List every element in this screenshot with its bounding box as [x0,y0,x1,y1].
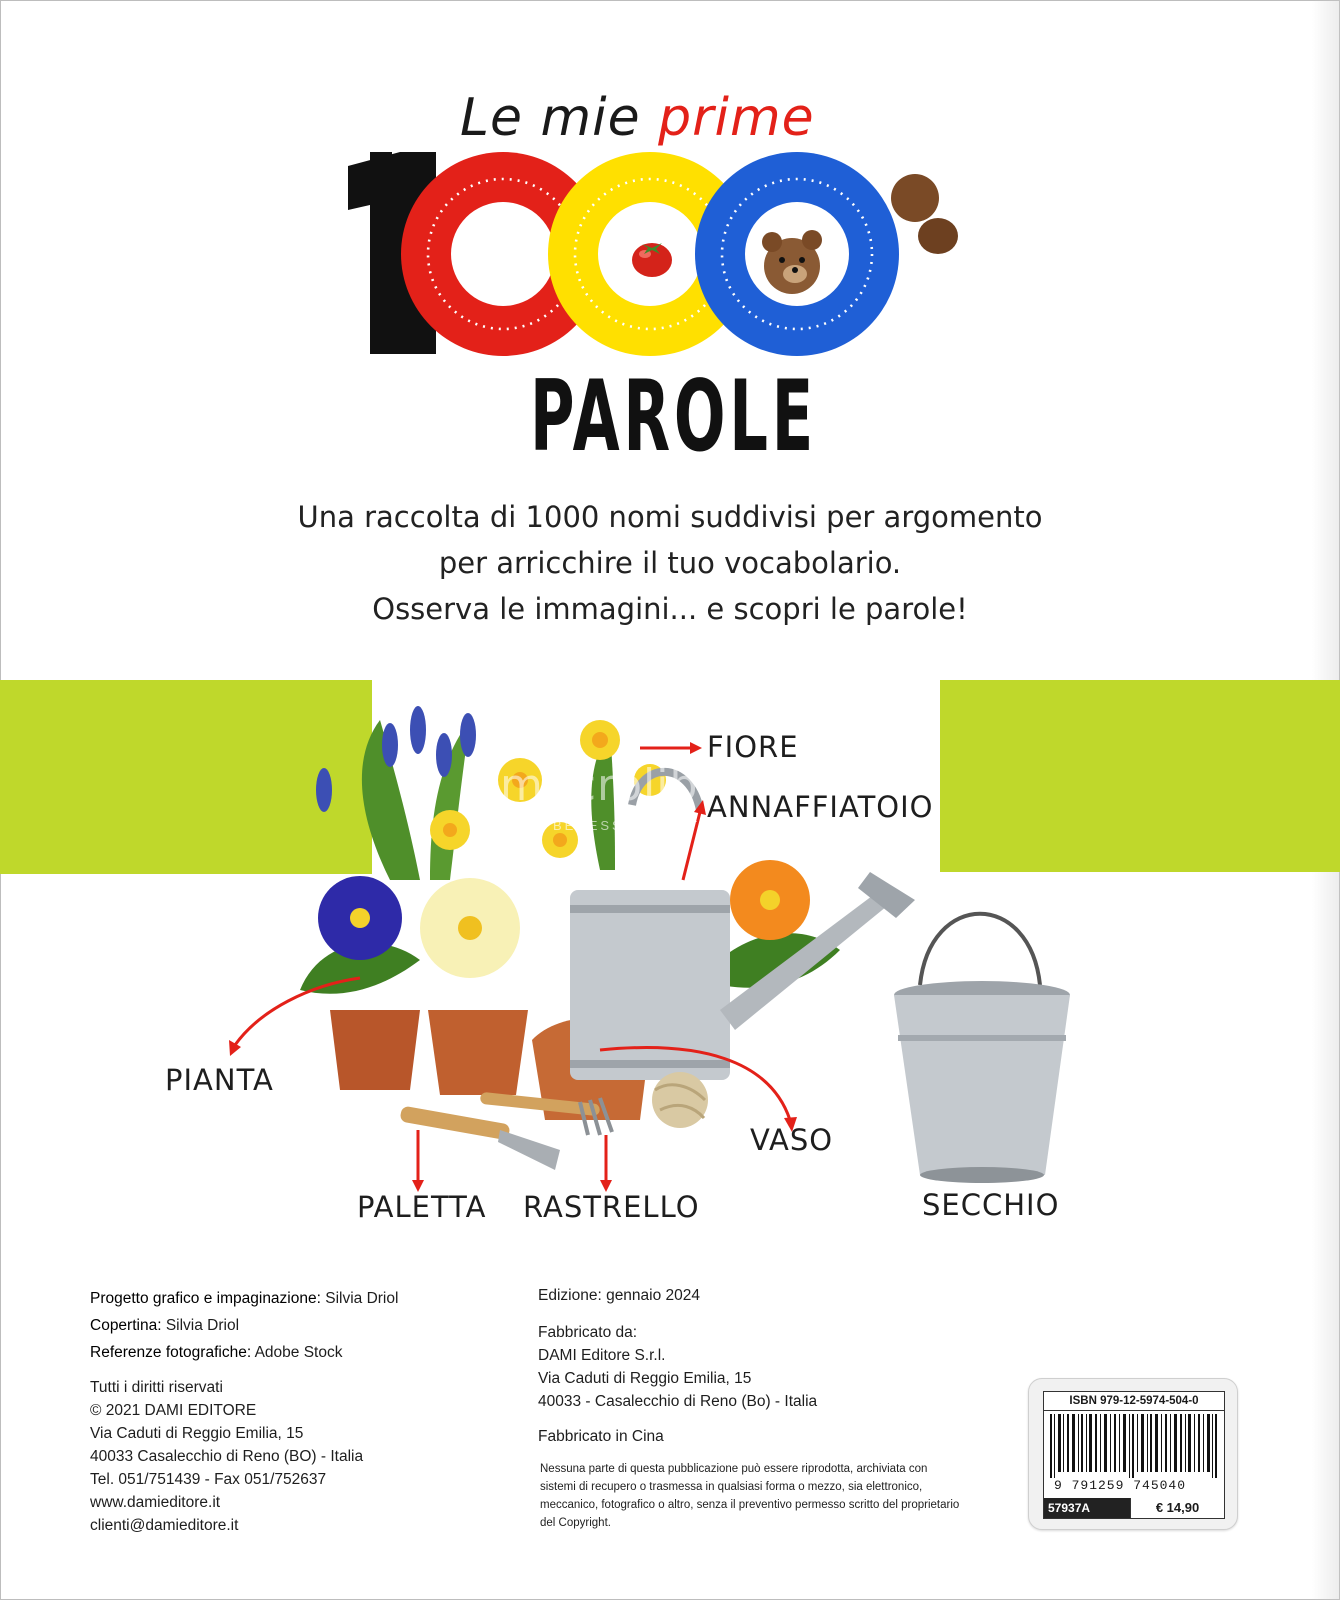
copyright-notice: Nessuna parte di questa pubblicazione può essere riprodotta, archiviata con sistemi di recupero o trasmessa in qualsiasi forma o mezzo, sia elettronico, meccanico, fotografico o altro, senza il preventivo permesso scritto del proprietario del Copyright. [540,1463,960,1529]
intro-line: Osserva le immagini... e scopri le parole! [372,592,968,626]
publisher-phone: Tel. 051/751439 - Fax 051/752637 [90,1471,327,1488]
credits-left [90,1285,398,1537]
isbn-text: ISBN 979-12-5974-504-0 [1044,1392,1224,1411]
publisher-email: clienti@damieditore.it [90,1517,239,1534]
product-code: 57937A [1044,1498,1130,1518]
manufacturer-name: DAMI Editore S.r.l. [538,1347,666,1364]
bucket-icon [894,914,1070,1183]
credit-cover-label: Copertina: [90,1317,162,1334]
edition-text: Edizione: gennaio 2024 [538,1287,701,1304]
title-parole: PAROLE [530,360,817,474]
credit-cover [90,1312,398,1339]
label-fiore: FIORE [707,730,799,764]
copyright-text: © 2021 DAMI EDITORE [90,1402,257,1419]
intro-line: Una raccolta di 1000 nomi suddivisi per argomento [297,500,1043,534]
publisher-website: www.damieditore.it [90,1494,221,1511]
credit-photo-value: Adobe Stock [251,1344,343,1361]
barcode-number: 9 791259 745040 [1054,1478,1187,1493]
twine-ball-icon [652,1072,708,1128]
manufacturer-address: Via Caduti di Reggio Emilia, 15 [538,1370,752,1387]
label-annaffiatoio: ANNAFFIATOIO [707,790,934,824]
label-rastrello: RASTRELLO [523,1190,700,1224]
label-paletta: PALETTA [357,1190,487,1224]
label-secchio: SECCHIO [922,1188,1060,1222]
sticker-label [1043,1391,1225,1519]
title-accent: prime [658,88,815,148]
barcode-icon [1048,1414,1220,1478]
credit-project-label: Progetto grafico e impaginazione: [90,1290,321,1307]
publisher-address: Via Caduti di Reggio Emilia, 15 [90,1425,304,1442]
credit-cover-value: Silvia Driol [161,1317,240,1334]
price-tag: € 14,90 [1130,1498,1224,1518]
watermark-brand: macrolibrarsi [500,760,802,811]
garden-tools [399,1092,612,1170]
label-vaso: VASO [750,1123,834,1157]
manufacturer-city: 40033 - Casalecchio di Reno (Bo) - Italia [538,1393,818,1410]
intro-line: per arricchire il tuo vocabolario. [438,546,902,580]
rights-text: Tutti i diritti riservati [90,1379,223,1396]
credit-photo [90,1339,398,1366]
watermark-tagline: IL BENESSERE NATURALE [530,818,759,833]
made-in-text: Fabbricato in Cina [538,1428,664,1445]
label-pianta: PIANTA [165,1063,274,1097]
credits-right [538,1284,817,1448]
publisher-city: 40033 Casalecchio di Reno (BO) - Italia [90,1448,364,1465]
made-by-label: Fabbricato da: [538,1324,638,1341]
credit-project-value: Silvia Driol [320,1290,399,1307]
credit-photo-label: Referenze fotografiche: [90,1344,252,1361]
credit-project [90,1285,398,1312]
price-sticker [1028,1378,1238,1530]
title-prefix: Le mie [460,88,659,148]
